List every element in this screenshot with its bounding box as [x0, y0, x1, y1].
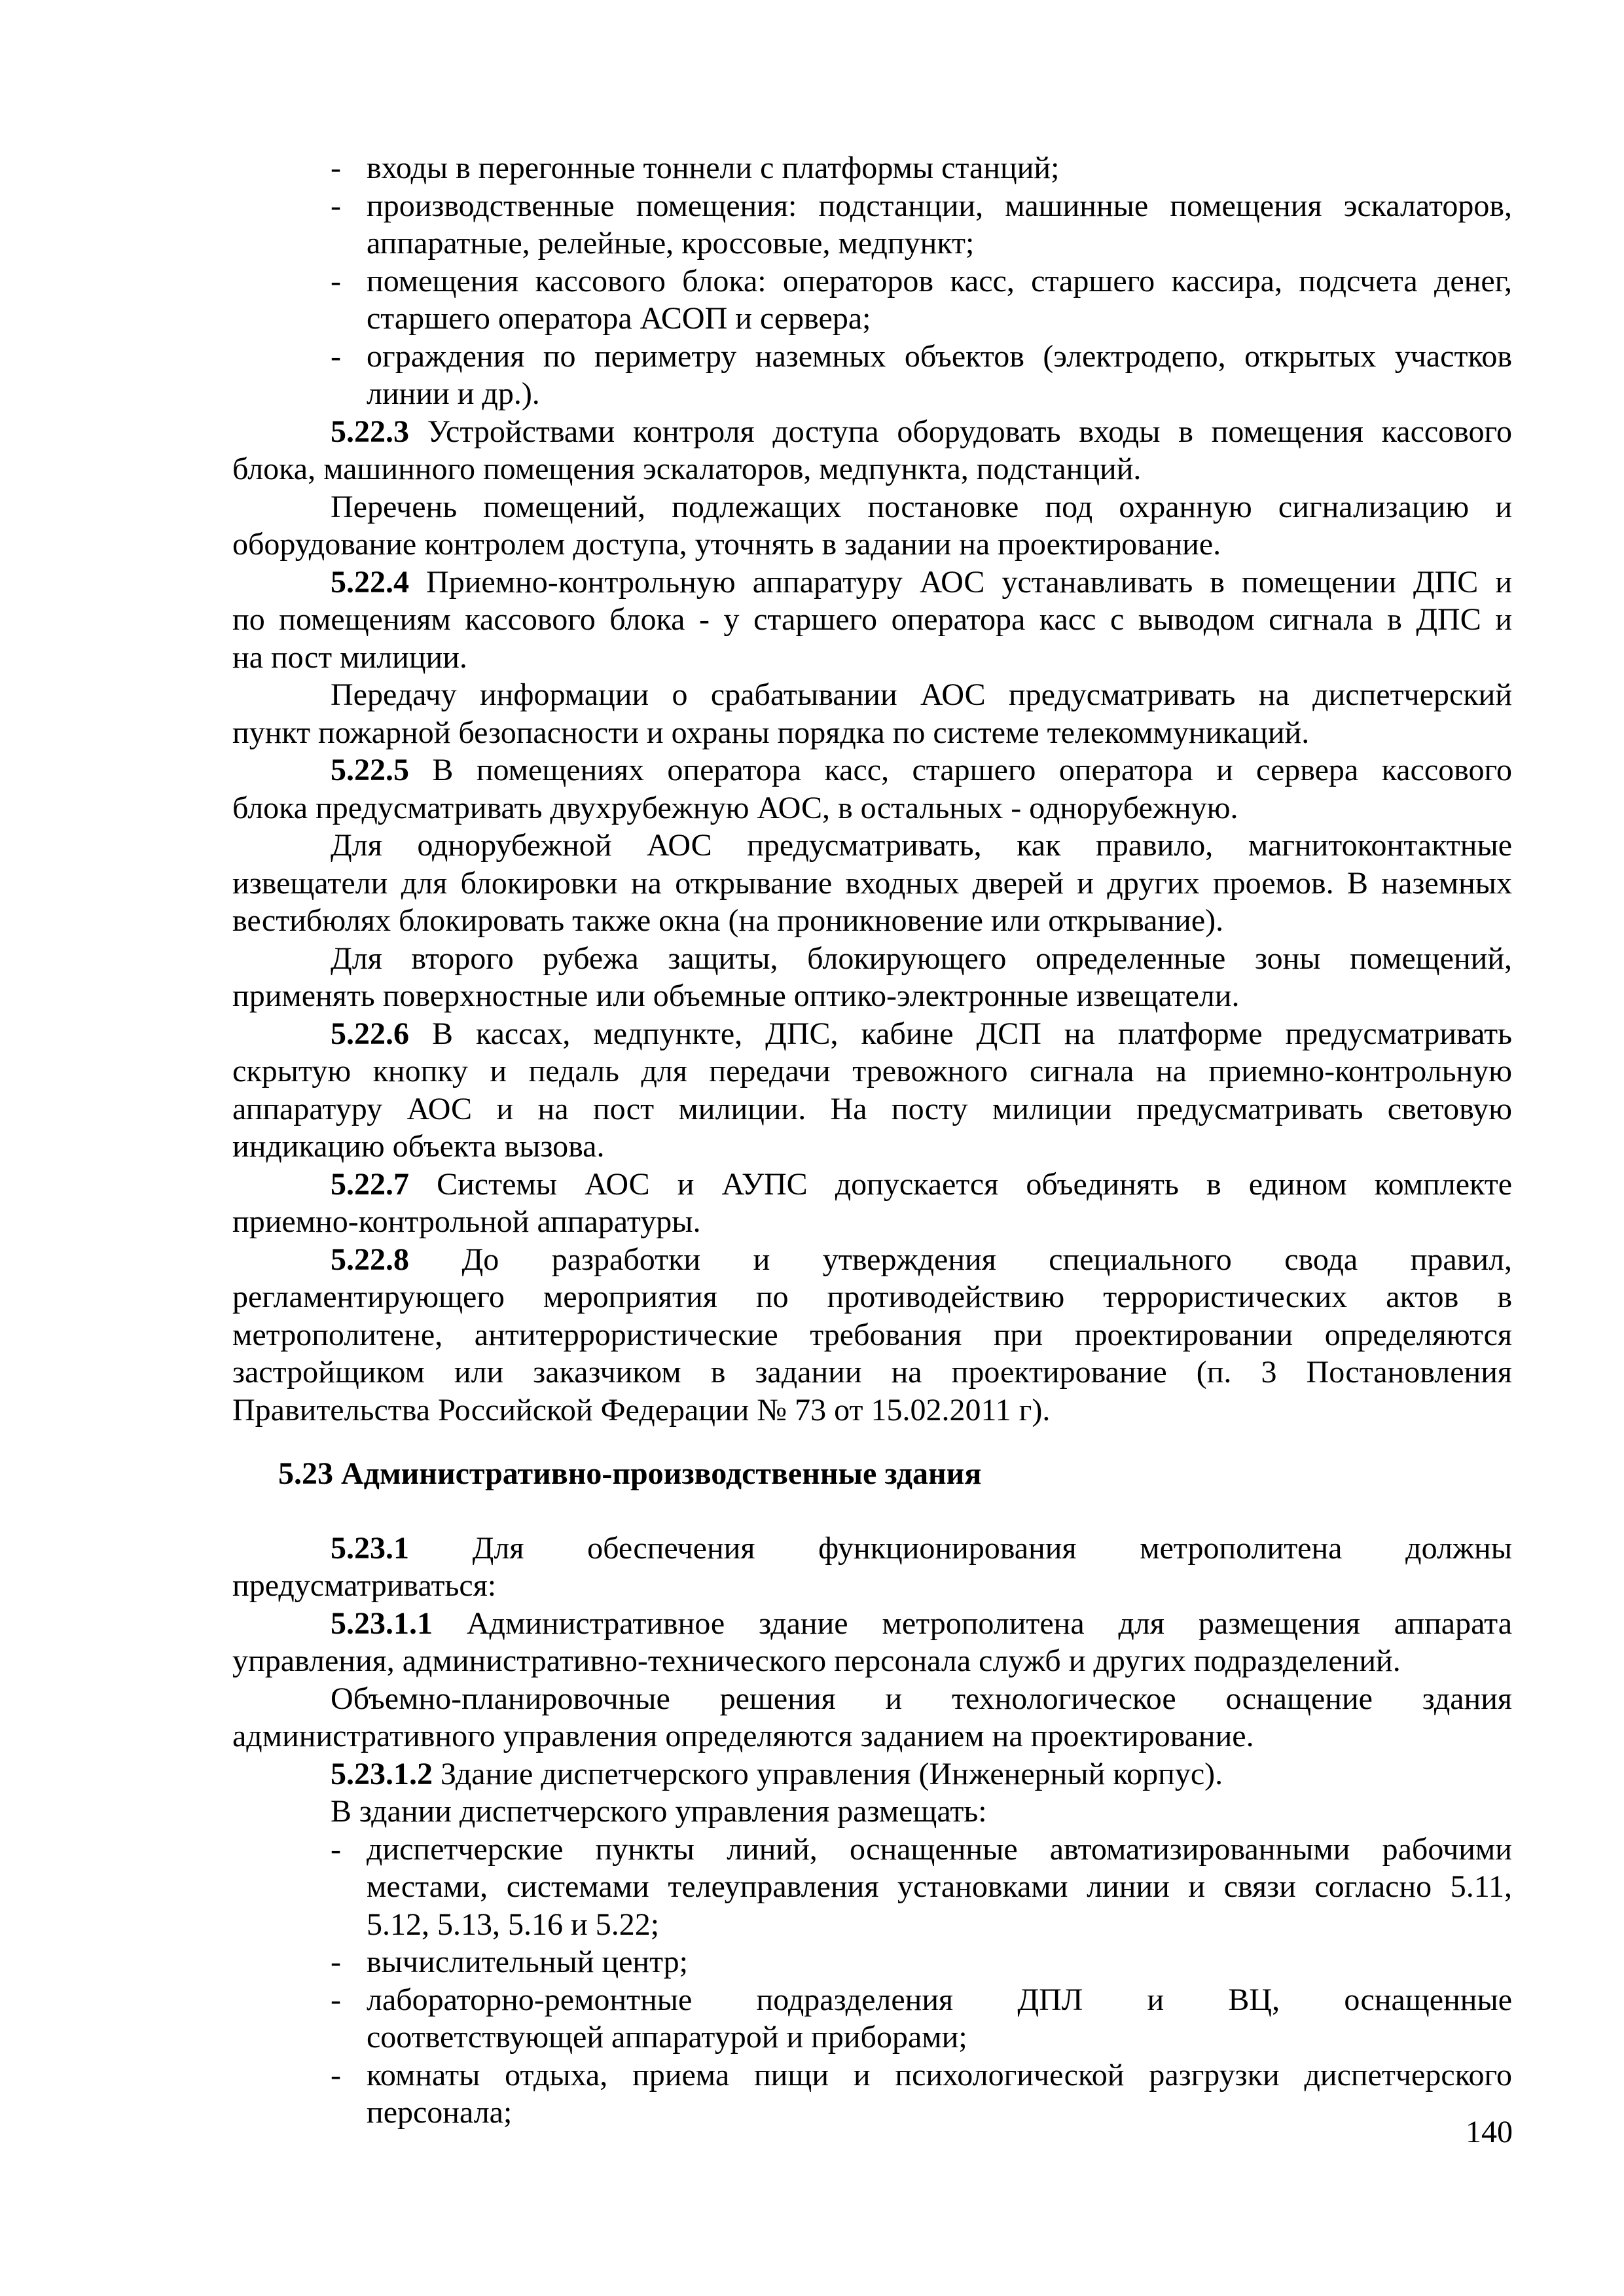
clause-number: 5.22.5	[331, 753, 409, 787]
clause-number: 5.23.1.2	[331, 1756, 433, 1791]
paragraph-line: предусматриваться:	[232, 1568, 497, 1603]
clause-text: Приемно-контрольную аппаратуру АОС устанавливать в помещении ДПС и	[409, 564, 1512, 600]
clause-text: Для обеспечения функционирования метрополитена должны	[409, 1530, 1512, 1566]
list-item	[232, 187, 1512, 225]
paragraph-line: блока, машинного помещения эскалаторов, медпункта, подстанций.	[232, 452, 1142, 486]
paragraph-line: застройщиком или заказчиком в задании на проектирование (п. 3 Постановления	[232, 1355, 1512, 1390]
list-item	[232, 1981, 1512, 2019]
clause-number: 5.23.1	[331, 1530, 409, 1566]
bullet-dash: -	[331, 1945, 341, 1979]
list-item-continuation: соответствующей аппаратурой и приборами;	[367, 2020, 967, 2054]
numbered-clause	[232, 1015, 1512, 1053]
list-item-continuation: местами, системами телеуправления установками линии и связи согласно 5.11,	[367, 1869, 1512, 1904]
paragraph-first-line: Передачу информации о срабатывании АОС предусматривать на диспетчерский	[331, 677, 1512, 712]
bullet-dash: -	[331, 151, 341, 185]
page-number: 140	[1466, 2115, 1513, 2149]
paragraph-line: пункт пожарной безопасности и охраны порядка по системе телекоммуникаций.	[232, 715, 1310, 750]
list-item-continuation: аппаратные, релейные, кроссовые, медпункт;	[367, 226, 975, 260]
list-item-text: производственные помещения: подстанции, машинные помещения эскалаторов,	[367, 188, 1512, 223]
list-item	[232, 1831, 1512, 1869]
list-item-text: ограждения по периметру наземных объектов (электродепо, открытых участков	[367, 338, 1512, 374]
clause-text: Устройствами контроля доступа оборудовать входы в помещения кассового	[409, 414, 1512, 449]
list-item-text: комнаты отдыха, приема пищи и психологической разгрузки диспетчерского	[367, 2057, 1512, 2092]
list-item-text: вычислительный центр;	[367, 1945, 689, 1979]
paragraph-first-line: Объемно-планировочные решения и технологическое оснащение здания	[331, 1681, 1512, 1716]
numbered-clause	[232, 564, 1512, 601]
paragraph-line: по помещениям кассового блока - у старшего оператора касс с выводом сигнала в ДПС и	[232, 602, 1512, 637]
clause-number: 5.22.4	[331, 564, 409, 600]
clause-number: 5.22.8	[331, 1242, 409, 1277]
paragraph-first-line: В здании диспетчерского управления размещать:	[331, 1794, 987, 1829]
list-item-text: помещения кассового блока: операторов касс, старшего кассира, подсчета денег,	[367, 263, 1512, 298]
paragraph-line: оборудование контролем доступа, уточнять в задании на проектирование.	[232, 527, 1221, 562]
paragraph-line: скрытую кнопку и педаль для передачи тревожного сигнала на приемно-контрольную	[232, 1054, 1512, 1088]
numbered-clause	[232, 1755, 1512, 1793]
clause-text: Административное здание метрополитена для размещения аппарата	[433, 1605, 1512, 1641]
bullet-dash: -	[331, 188, 341, 223]
paragraph-line: административного управления определяются заданием на проектирование.	[232, 1719, 1254, 1753]
bullet-dash: -	[331, 2057, 341, 2092]
paragraph-line: индикацию объекта вызова.	[232, 1129, 605, 1164]
clause-text: Здание диспетчерского управления (Инженерный корпус).	[433, 1756, 1223, 1791]
clause-text: Системы АОС и АУПС допускается объединять в едином комплекте	[409, 1166, 1512, 1202]
paragraph-line: извещатели для блокировки на открывание входных дверей и других проемов. В наземных	[232, 865, 1512, 901]
list-item-text: лабораторно-ремонтные подразделения ДПЛ и ВЦ, оснащенные	[367, 1982, 1512, 2017]
clause-number: 5.22.7	[331, 1166, 409, 1202]
clause-text: В кассах, медпункте, ДПС, кабине ДСП на платформе предусматривать	[409, 1016, 1512, 1051]
bullet-dash: -	[331, 1982, 341, 2017]
paragraph-first-line: Для однорубежной АОС предусматривать, как правило, магнитоконтактные	[331, 828, 1512, 863]
numbered-clause	[232, 1241, 1512, 1279]
paragraph-line: вестибюлях блокировать также окна (на проникновение или открывание).	[232, 903, 1224, 938]
bullet-dash: -	[331, 263, 341, 298]
paragraph-line: метрополитене, антитеррористические требования при проектировании определяются	[232, 1317, 1512, 1352]
numbered-clause	[232, 1166, 1512, 1204]
paragraph-line: регламентирующего мероприятия по противодействию террористических актов в	[232, 1280, 1512, 1314]
list-item	[232, 262, 1512, 300]
paragraph-line: приемно-контрольной аппаратуры.	[232, 1204, 701, 1239]
paragraph-line: на пост милиции.	[232, 639, 467, 675]
numbered-clause	[232, 413, 1512, 451]
list-item	[232, 1943, 1512, 1981]
list-item-continuation: старшего оператора АСОП и сервера;	[367, 301, 871, 336]
document-body	[232, 149, 1512, 2132]
list-item	[232, 338, 1512, 376]
list-item-continuation: персонала;	[367, 2095, 513, 2130]
numbered-clause	[232, 1605, 1512, 1643]
clause-number: 5.22.3	[331, 414, 409, 449]
list-item	[232, 149, 1512, 187]
paragraph-first-line: Перечень помещений, подлежащих постановке под охранную сигнализацию и	[331, 489, 1512, 524]
clause-number: 5.23.1.1	[331, 1605, 433, 1641]
paragraph-line: управления, административно-технического персонала служб и других подразделений.	[232, 1643, 1401, 1678]
list-item-continuation: 5.12, 5.13, 5.16 и 5.22;	[367, 1907, 660, 1942]
paragraph-line: Правительства Российской Федерации № 73 от 15.02.2011 г).	[232, 1392, 1051, 1427]
numbered-clause	[232, 1530, 1512, 1568]
clause-text: До разработки и утверждения специального свода правил,	[409, 1242, 1512, 1277]
paragraph-first-line: Для второго рубежа защиты, блокирующего определенные зоны помещений,	[331, 941, 1512, 976]
paragraph-line: применять поверхностные или объемные оптико-электронные извещатели.	[232, 978, 1240, 1013]
list-item-continuation: линии и др.).	[367, 376, 540, 411]
paragraph-line: аппаратуру АОС и на пост милиции. На посту милиции предусматривать световую	[232, 1091, 1512, 1126]
bullet-dash: -	[331, 1831, 341, 1867]
list-item-text: диспетчерские пункты линий, оснащенные автоматизированными рабочими	[367, 1831, 1512, 1867]
numbered-clause	[232, 751, 1512, 789]
list-item	[232, 2056, 1512, 2094]
list-item-text: входы в перегонные тоннели с платформы станций;	[367, 151, 1060, 185]
clause-text: В помещениях оператора касс, старшего оператора и сервера кассового	[409, 753, 1512, 787]
section-heading: 5.23 Административно-производственные здания	[278, 1456, 982, 1491]
paragraph-line: блока предусматривать двухрубежную АОС, в остальных - однорубежную.	[232, 790, 1238, 825]
clause-number: 5.22.6	[331, 1016, 409, 1051]
bullet-dash: -	[331, 338, 341, 374]
